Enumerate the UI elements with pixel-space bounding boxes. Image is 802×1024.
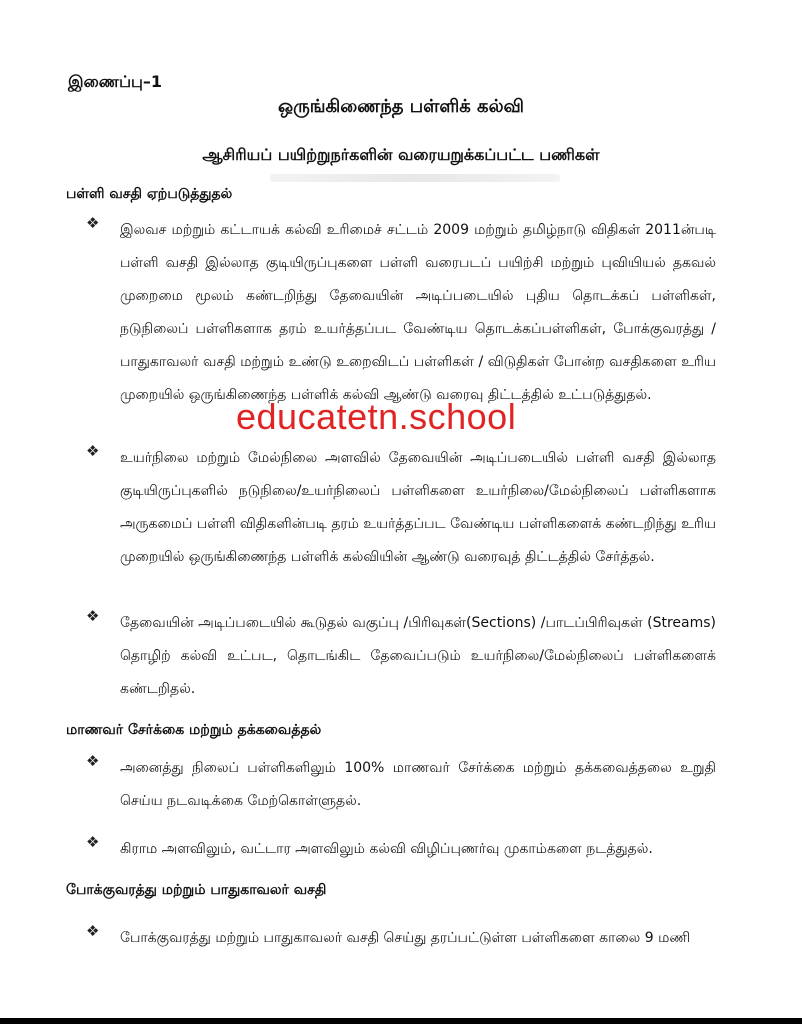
section-heading-transport-escort: போக்குவரத்து மற்றும் பாதுகாவலர் வசதி (66, 882, 327, 898)
list-item (86, 442, 716, 574)
list-item (86, 833, 716, 866)
annex-label: இணைப்பு–1 (68, 72, 163, 91)
diamond-bullet-icon: ❖ (86, 214, 100, 232)
page-title: ஒருங்கிணைந்த பள்ளிக் கல்வி (277, 96, 524, 117)
diamond-bullet-icon: ❖ (86, 833, 100, 851)
section-heading-school-facility: பள்ளி வசதி ஏற்படுத்துதல் (66, 186, 233, 202)
diamond-bullet-icon: ❖ (86, 442, 100, 460)
list-item (86, 752, 716, 818)
diamond-bullet-icon: ❖ (86, 922, 100, 940)
bullet-text: தேவையின் அடிப்படையில் கூடுதல் வகுப்பு /பிரிவுகள்(Sections) /பாடப்பிரிவுகள் (Streams) தொழிற் கல்வி உட்பட, தொடங்கிட தேவைப்படும் உயர்நிலை/மேல்நிலைப் பள்ளிகளைக் கண்டறிதல். (120, 615, 716, 697)
bottom-border (0, 1018, 802, 1024)
diamond-bullet-icon: ❖ (86, 607, 100, 625)
bullet-text: உயர்நிலை மற்றும் மேல்நிலை அளவில் தேவையின் அடிப்படையில் பள்ளி வசதி இல்லாத குடியிருப்புகளில் நடுநிலை/உயர்நிலைப் பள்ளிகளை உயர்நிலை/மேல்நிலைப் பள்ளிகளாக அருகமைப் பள்ளி விதிகளின்படி தரம் உயர்த்தப்பட வேண்டிய பள்ளிகளைக் கண்டறிந்து உரிய முறையில் ஒருங்கிணைந்த பள்ளிக் கல்வியின் ஆண்டு வரைவுத் திட்டத்தில் சேர்த்தல். (120, 450, 716, 565)
bullet-text: போக்குவரத்து மற்றும் பாதுகாவலர் வசதி செய்து தரப்பட்டுள்ள பள்ளிகளை காலை 9 மணி (120, 930, 691, 946)
list-item (86, 607, 716, 706)
faded-text-remnant (270, 174, 560, 182)
section-heading-student-enrollment: மாணவர் சேர்க்கை மற்றும் தக்கவைத்தல் (66, 722, 322, 738)
list-item (86, 922, 716, 955)
bullet-text: இலவச மற்றும் கட்டாயக் கல்வி உரிமைச் சட்டம் 2009 மற்றும் தமிழ்நாடு விதிகள் 2011ன்படி பள்ளி வசதி இல்லாத குடியிருப்புகளை பள்ளி வரைபடப் பயிற்சி மற்றும் புவியியல் தகவல் முறைமை மூலம் கண்டறிந்து தேவையின் அடிப்படையில் புதிய தொடக்கப் பள்ளிகள், நடுநிலைப் பள்ளிகளாக தரம் உயர்த்தப்பட வேண்டிய தொடக்கப்பள்ளிகள், போக்குவரத்து / பாதுகாவலர் வசதி மற்றும் உண்டு உறைவிடப் பள்ளிகள் / விடுதிகள் போன்ற வசதிகளை உரிய முறையில் ஒருங்கிணைந்த பள்ளிக் கல்வி ஆண்டு வரைவு திட்டத்தில் உட்படுத்துதல். (120, 222, 716, 403)
bullet-text: கிராம அளவிலும், வட்டார அளவிலும் கல்வி விழிப்புணர்வு முகாம்களை நடத்துதல். (120, 841, 653, 857)
watermark-text: educatetn.school (236, 396, 517, 437)
list-item (86, 214, 716, 412)
bullet-text: அனைத்து நிலைப் பள்ளிகளிலும் 100% மாணவர் சேர்க்கை மற்றும் தக்கவைத்தலை உறுதி செய்ய நடவடிக்கை மேற்கொள்ளுதல். (120, 760, 716, 809)
diamond-bullet-icon: ❖ (86, 752, 100, 770)
page-subtitle: ஆசிரியப் பயிற்றுநர்களின் வரையறுக்கப்பட்ட பணிகள் (202, 145, 600, 164)
